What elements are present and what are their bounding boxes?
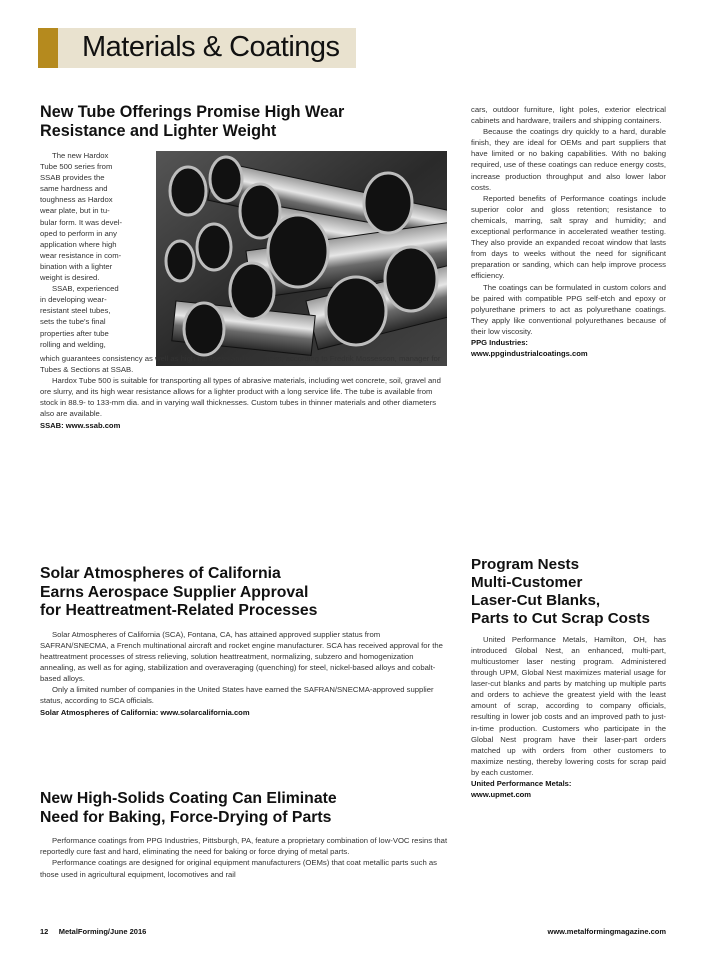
article-2-paragraph: Only a limited number of companies in the United States have earned the SAFRAN/SNECMA-approved supplier status, according to SCA officials. [40, 685, 434, 706]
section-title: Materials & Coatings [82, 31, 340, 63]
article-1-wrap-line: bination with a lighter [40, 261, 113, 271]
page-number: 12 [40, 927, 49, 936]
article-3-paragraph: Reported benefits of Performance coatings include superior color and gloss retention; resistance to chemicals, marring, salt spray and humidity; and exceptional performance in accelerated weather testing. They also provide an expanded recoat window that lasts from days to weeks without the need for significant preparation or sanding, which can help improve process efficiency. [471, 193, 666, 281]
article-1-wrap-line: toughness as Hardox [40, 195, 113, 205]
article-1-wrap-line: bular form. It was devel- [40, 217, 123, 227]
article-4-paragraph: United Performance Metals, Hamilton, OH, has introduced Global Nest, an enhanced, multi-part, multicustomer laser nesting program. Administered through UPM, Global Nest maximizes material usage for laser-cut blanks and parts by matching up multiple parts and orders to achieve the greatest yield with the least amount of scrap, according to company officials, resulting in lower job costs and an improved path to just-in-time production. Customers who participate in the Global Nest program have their laser-part orders matched up with orders from other customers to maximize nesting, thereby lowering costs for scrap paid by each customer. [471, 634, 666, 777]
article-1-wrap-line: rolling and welding, [40, 339, 106, 349]
article-1-wrap-line: The new Hardox [52, 151, 109, 160]
article-2-body [40, 629, 450, 718]
article-3-paragraph: Because the coatings dry quickly to a hard, durable finish, they are ideal for OEMs and part suppliers that have limited or no baking capabilities. With no baking required, use of these coatings can reduce energy costs, increase production throughput and also lower labor costs. [471, 127, 666, 192]
article-1-wrap-line: weight is desired. [40, 273, 100, 283]
article-1-wrap-line: Tube 500 series from [40, 162, 113, 172]
article-1-wrap-line: wear resistance in com- [40, 250, 122, 260]
article-1-wrap-line: resistant steel tubes, [40, 306, 111, 316]
article-3-credit: PPG Industries: www.ppgindustrialcoatings.com [471, 337, 588, 358]
steel-tubes-photo [156, 151, 447, 366]
article-3-paragraph: Performance coatings from PPG Industries, Pittsburgh, PA, feature a proprietary combination of low-VOC resins that reportedly cure fast and hard, eliminating the need for baking or force drying of metal parts. [40, 836, 448, 857]
article-3-paragraph: cars, outdoor furniture, light poles, exterior electrical cabinets and hardware, trailers and shipping containers. [471, 105, 666, 126]
article-1-wrap-text [40, 150, 150, 350]
article-1-paragraph: Hardox Tube 500 is suitable for transporting all types of abrasive materials, including wet concrete, soil, gravel and ore slurry, and its high wear resistance allows for a lighter product with a long service life. The tube is available from stock in 88.9- to 133-mm dia. and in varying wall thicknesses. Custom tubes in thinner materials and other diameters also are available. [40, 376, 441, 419]
page-footer-left [40, 927, 146, 936]
article-1-body [40, 353, 450, 431]
magazine-issue: MetalForming/June 2016 [58, 927, 147, 936]
article-3-headline: New High-Solids Coating Can Eliminate Need for Baking, Force-Drying of Parts [40, 790, 337, 826]
article-hardox-tube [40, 103, 450, 141]
article-solar-atmospheres [40, 565, 450, 718]
article-3-continued [471, 104, 666, 359]
section-header-accent [38, 28, 58, 68]
page-footer-right [548, 927, 667, 936]
article-1-wrap-line: application where high [40, 239, 117, 249]
article-1-wrap-lines [40, 150, 150, 350]
article-1-wrap-line: SSAB, experienced [52, 284, 119, 294]
article-4-credit: United Performance Metals: www.upmet.com [471, 778, 572, 799]
article-3-paragraph: The coatings can be formulated in custom colors and be paired with compatible PPG self-etch and epoxy or polyurethane primers to act as polyurethane coatings. They apply like conventional polyurethanes because of their low viscosity. [471, 282, 666, 336]
article-2-credit: Solar Atmospheres of California: www.solarcalifornia.com [40, 707, 250, 717]
article-1-wrap-line: wear plate, but in tu- [40, 206, 110, 216]
article-global-nest [471, 556, 666, 800]
article-1-credit: SSAB: www.ssab.com [40, 420, 121, 430]
article-1-wrap-line: SSAB provides the [40, 173, 105, 183]
article-1-headline: New Tube Offerings Promise High Wear Resistance and Lighter Weight [40, 103, 345, 141]
article-1-wrap-line: same hardness and [40, 184, 108, 194]
article-1-wrap-line: in developing wear- [40, 295, 107, 305]
magazine-url: www.metalformingmagazine.com [547, 927, 666, 936]
article-2-headline: Solar Atmospheres of California Earns Aerospace Supplier Approval for Heattreatment-Related Processes [40, 565, 318, 620]
article-1-wrap-line: oped to perform in any [40, 228, 117, 238]
section-header [38, 28, 356, 68]
article-2-paragraph: Solar Atmospheres of California (SCA), Fontana, CA, has attained approved supplier status from SAFRAN/SNECMA, a French multinational aircraft and rocket engine manufacturer. SCA has received approval for the heattreatment processes of stress relieving, solution heattreatment, normalizing, subzero and homogenization annealing, as well as for aging, stabilization and overaveraging (quenching) for steel, nickel-based alloys and cobalt-based alloys. [40, 629, 443, 684]
article-3-body [40, 835, 450, 879]
article-1-paragraph: which guarantees consistency as well as high hardness and toughness, according to Fredrik Mossesson, manager for Tubes & Sections at SSAB. [40, 354, 441, 375]
article-3-paragraph: Performance coatings are designed for original equipment manufacturers (OEMs) that coat metallic parts such as those used in agricultural equipment, locomotives and rail [40, 858, 437, 879]
article-high-solids-coating [40, 790, 450, 880]
article-1-wrap-line: sets the tube's final [40, 317, 106, 327]
article-4-body [471, 634, 666, 800]
article-4-headline: Program Nests Multi-Customer Laser-Cut Blanks, Parts to Cut Scrap Costs [471, 556, 650, 627]
article-1-wrap-line: properties after tube [40, 328, 109, 338]
